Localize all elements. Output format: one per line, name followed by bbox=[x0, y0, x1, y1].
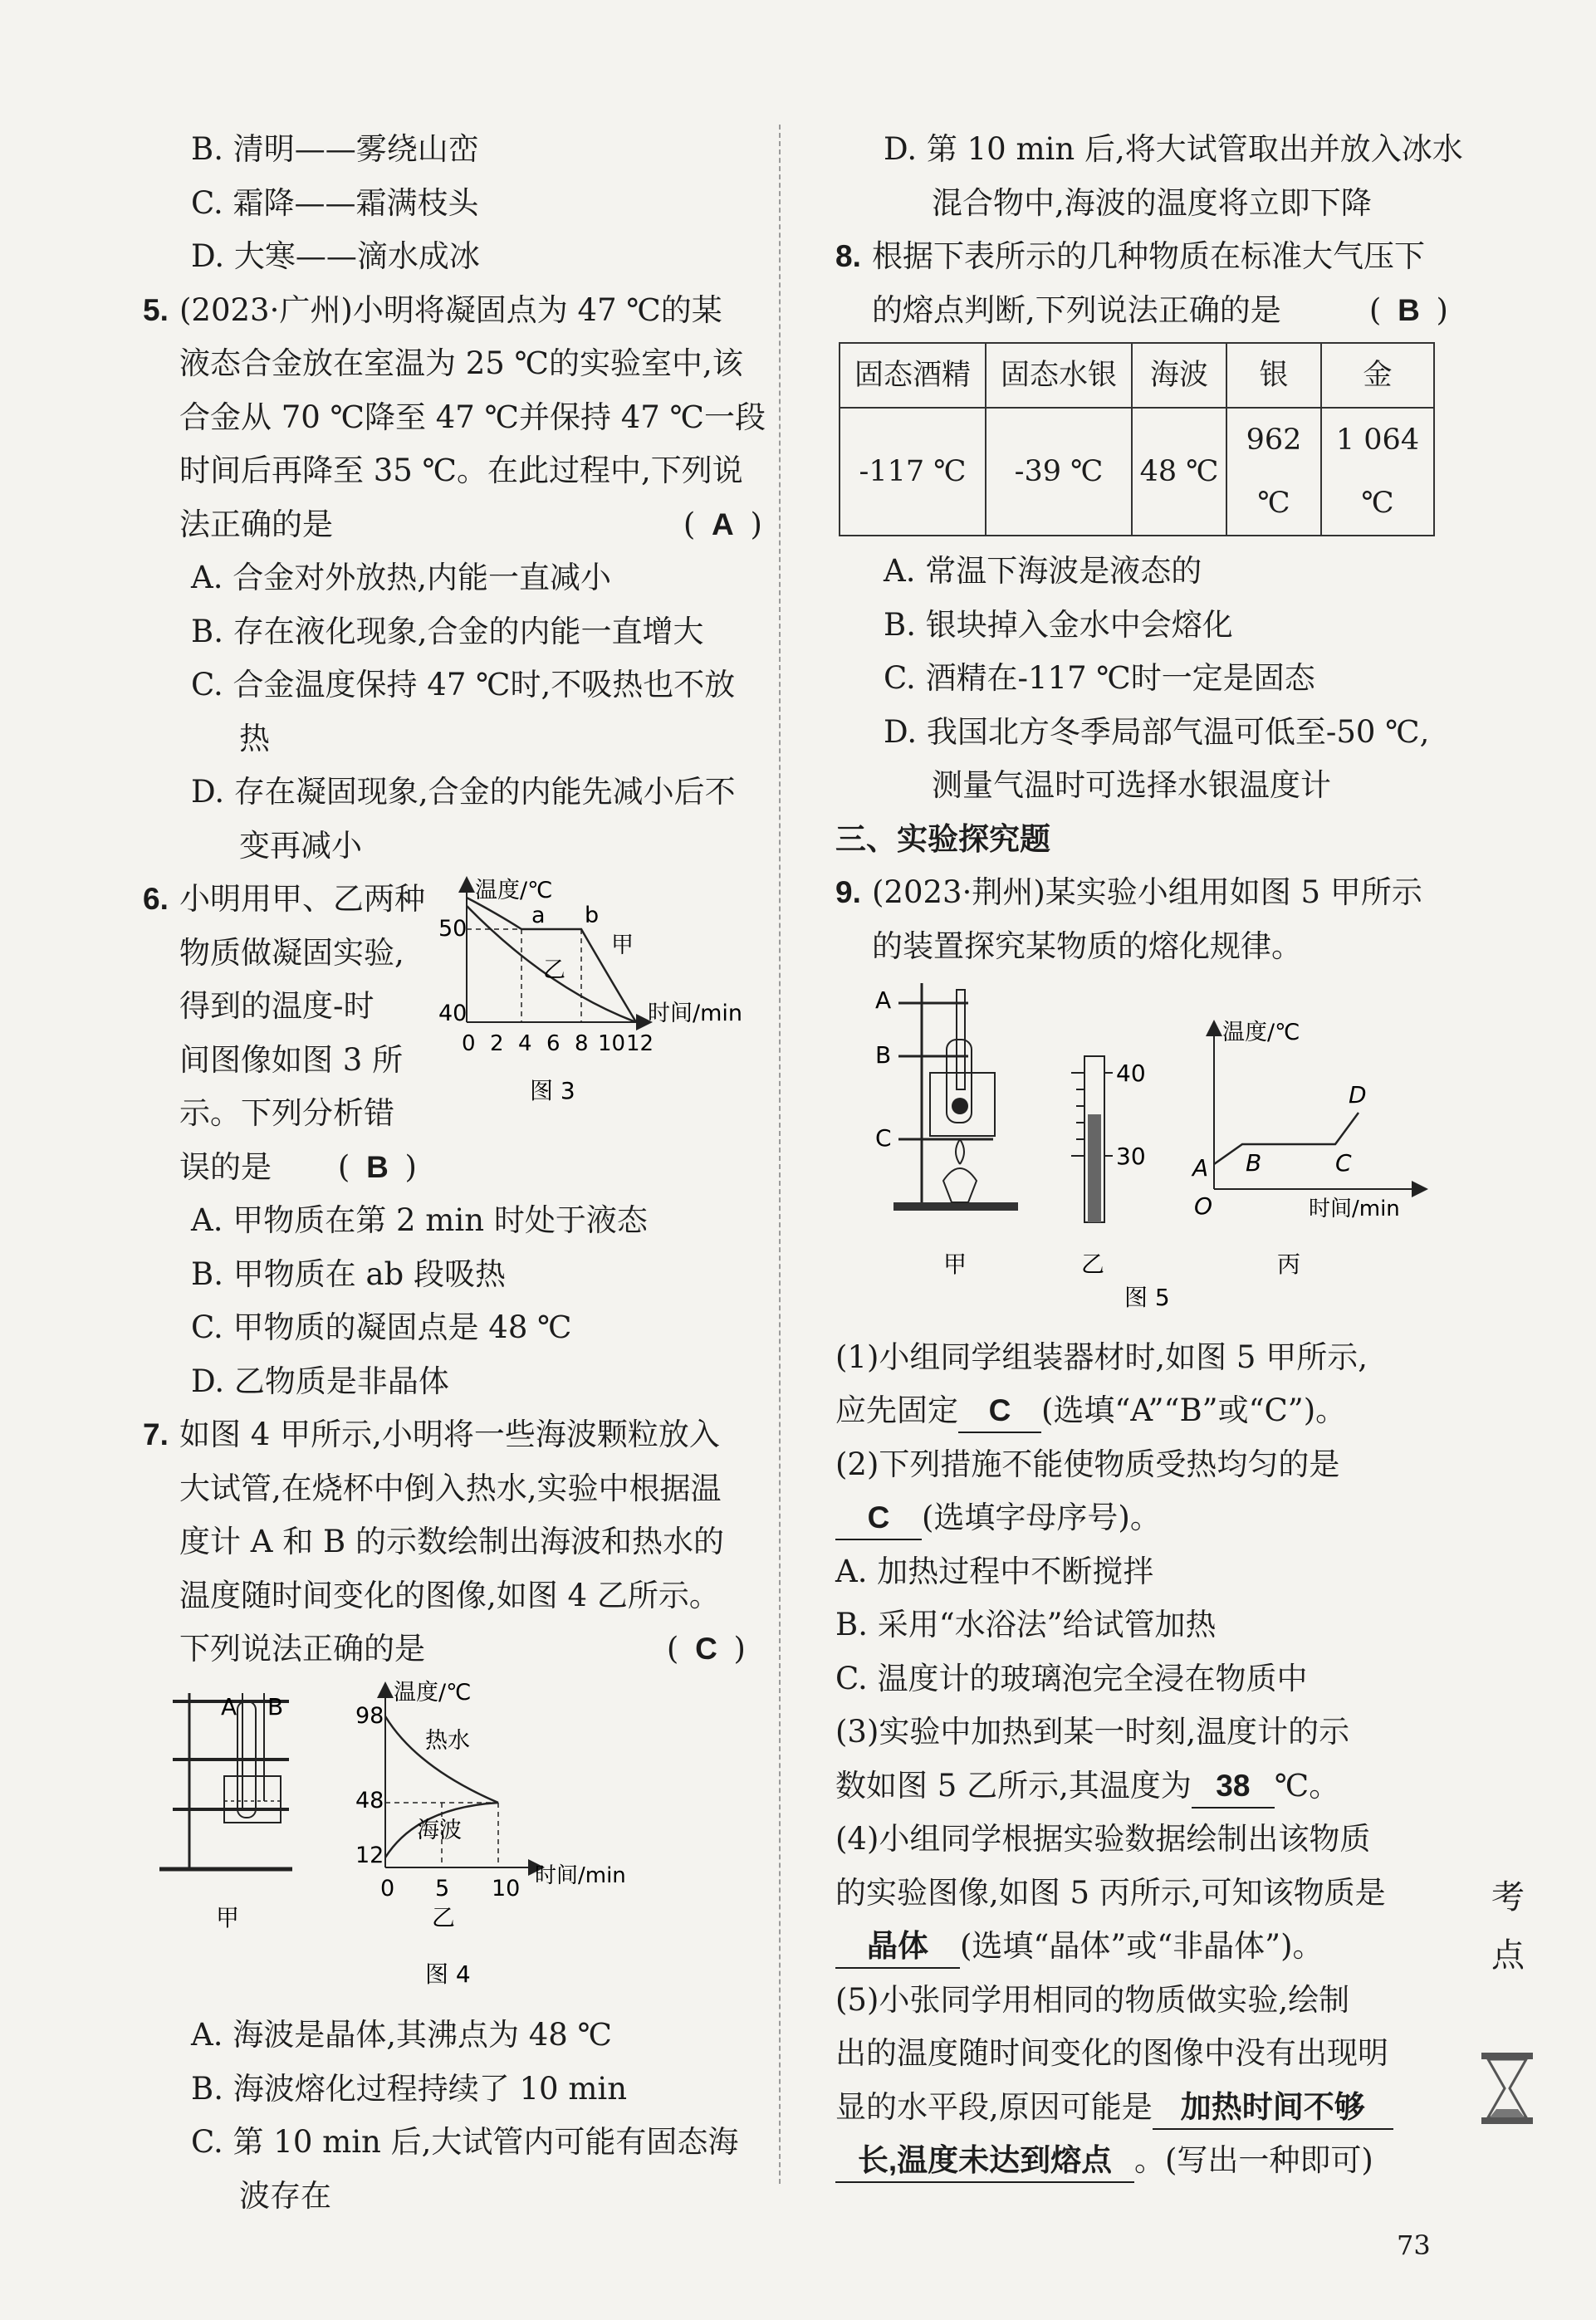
melting-point-table bbox=[839, 342, 1435, 536]
y-axis-label: 温度/℃ bbox=[475, 878, 553, 903]
question-number: 6. bbox=[143, 882, 169, 916]
table-header: 海波 bbox=[1132, 343, 1226, 408]
question-9 bbox=[835, 866, 1452, 973]
point-a-label: A bbox=[1192, 1154, 1209, 1182]
question-text: 示。下列分析错 bbox=[179, 1095, 394, 1131]
answer-mark: A bbox=[712, 507, 737, 541]
q8-option-b: B. 银块掉入金水中会熔化 bbox=[884, 606, 1233, 643]
label-c: C bbox=[875, 1124, 892, 1152]
sub-caption-yi: 乙 bbox=[1081, 1251, 1105, 1278]
q6-option-a: A. 甲物质在第 2 min 时处于液态 bbox=[191, 1202, 648, 1238]
question-text: 法正确的是 bbox=[179, 506, 333, 542]
table-header: 固态水银 bbox=[986, 343, 1132, 408]
table-header: 银 bbox=[1226, 343, 1321, 408]
apparatus-jia bbox=[159, 1693, 292, 1931]
answer-mark: B bbox=[366, 1149, 392, 1184]
x-tick: 2 bbox=[490, 1031, 504, 1056]
question-text: (2023·广州)小明将凝固点为 47 ℃的某 bbox=[179, 291, 722, 328]
thermometer-b-label: B bbox=[267, 1692, 284, 1720]
x-axis-label: 时间/min bbox=[648, 1001, 743, 1026]
question-text: 时间后再降至 35 ℃。在此过程中,下列说 bbox=[179, 453, 743, 488]
x-tick: 6 bbox=[546, 1031, 561, 1056]
apparatus-jia bbox=[875, 983, 1018, 1278]
x-tick: 4 bbox=[518, 1031, 532, 1056]
table-cell: 48 ℃ bbox=[1132, 408, 1226, 536]
answer-blank: 长,温度未达到熔点 bbox=[835, 2140, 1134, 2183]
side-tab-char: 点 bbox=[1491, 1937, 1525, 1974]
q9-part5-line4: 长,温度未达到熔点 。(写出一种即可) bbox=[835, 2134, 1452, 2188]
x-tick: 10 bbox=[598, 1031, 626, 1056]
sub-caption-yi: 乙 bbox=[432, 1903, 456, 1931]
q7-option-d-line1: D. 第 10 min 后,将大试管取出并放入冰水 bbox=[884, 131, 1463, 167]
q8-option-d-line1: D. 我国北方冬季局部气温可低至-50 ℃, bbox=[884, 713, 1430, 750]
question-6: 6. 小明用甲、乙两种 物质做凝固实验, 得到的温度-时 间图像如图 3 所 示。下列分析错 误的是 ( B ) 温度/℃ 时间/min 50 40 0 2 4 6 8 10 12 a b 甲 乙 图 3 bbox=[143, 873, 749, 1194]
table-cell: -39 ℃ bbox=[986, 408, 1132, 536]
q9-part2-option-b: B. 采用“水浴法”给试管加热 bbox=[835, 1607, 1217, 1642]
thermometer-a-label: A bbox=[221, 1692, 237, 1720]
q9-part4-line2: 的实验图像,如图 5 丙所示,可知该物质是 bbox=[835, 1874, 1386, 1911]
answer-blank: 晶体 bbox=[835, 1926, 960, 1969]
q6-option-c: C. 甲物质的凝固点是 48 ℃ bbox=[191, 1309, 572, 1345]
side-tab-char: 考 bbox=[1491, 1879, 1525, 1916]
question-text: 误的是 bbox=[179, 1148, 272, 1185]
hourglass-icon bbox=[1478, 2051, 1536, 2126]
point-b-label: b bbox=[585, 903, 600, 928]
answer-blank: 38 bbox=[1192, 1765, 1275, 1809]
table-cell: 962 ℃ bbox=[1226, 408, 1321, 536]
hot-water-label: 热水 bbox=[425, 1727, 470, 1754]
sub-caption-bing: 丙 bbox=[1277, 1251, 1301, 1278]
q5-option-d: D. 存在凝固现象,合金的内能先减小后不变再减小 bbox=[191, 774, 736, 864]
table-header-row bbox=[840, 343, 1434, 408]
q9-part5-line1: (5)小张同学用相同的物质做实验,绘制 bbox=[835, 1981, 1350, 2018]
x-tick: 0 bbox=[462, 1031, 476, 1056]
q7-option-c: C. 第 10 min 后,大试管内可能有固态海波存在 bbox=[191, 2124, 739, 2214]
right-column bbox=[835, 123, 1463, 2188]
y-tick: 12 bbox=[355, 1842, 384, 1868]
origin-label: O bbox=[1194, 1192, 1213, 1220]
question-text: (2023·荆州)某实验小组用如图 5 甲所示 bbox=[872, 874, 1422, 910]
tick-40: 40 bbox=[1116, 1060, 1146, 1087]
question-text: 小明用甲、乙两种 bbox=[179, 881, 425, 917]
figure-caption: 图 5 bbox=[1124, 1284, 1170, 1311]
q9-part2-line1: (2)下列措施不能使物质受热均匀的是 bbox=[835, 1446, 1340, 1482]
q7-option-d-line2: 混合物中,海波的温度将立即下降 bbox=[932, 184, 1372, 221]
x-axis-label: 时间/min bbox=[1309, 1197, 1400, 1221]
question-text: 如图 4 甲所示,小明将一些海波颗粒放入 bbox=[179, 1417, 720, 1452]
point-a-label: a bbox=[531, 903, 546, 928]
side-tab-kaodian bbox=[1483, 1868, 1533, 1985]
table-row bbox=[840, 408, 1434, 536]
y-axis-label: 温度/℃ bbox=[394, 1679, 472, 1706]
q7-option-b: B. 海波熔化过程持续了 10 min bbox=[191, 2070, 628, 2107]
q8-option-d-line2: 测量气温时可选择水银温度计 bbox=[932, 767, 1331, 803]
answer-blank: 加热时间不够 bbox=[1153, 2087, 1393, 2130]
q9-part2-line2: C (选填字母序号)。 bbox=[835, 1491, 1452, 1545]
question-7: 7. 如图 4 甲所示,小明将一些海波颗粒放入 大试管,在烧杯中倒入热水,实验中根据温 度计 A 和 B 的示数绘制出海波和热水的 温度随时间变化的图像,如图 4 乙所示。 下列说法正确的是 ( C ) bbox=[143, 1408, 749, 1676]
y-tick: 40 bbox=[438, 1001, 468, 1026]
q9-part4-line1: (4)小组同学根据实验数据绘制出该物质 bbox=[835, 1821, 1371, 1857]
q8-option-c: C. 酒精在-117 ℃时一定是固态 bbox=[884, 660, 1315, 696]
sub-caption-jia: 甲 bbox=[943, 1251, 967, 1278]
figure-caption: 图 4 bbox=[425, 1960, 471, 1988]
q5-option-b: B. 存在液化现象,合金的内能一直增大 bbox=[191, 613, 704, 649]
answer-blank: C bbox=[958, 1390, 1041, 1433]
figure-3-graph bbox=[432, 873, 756, 1122]
figure-4 bbox=[143, 1676, 749, 1992]
q9-part5-line2: 出的温度随时间变化的图像中没有出现明 bbox=[835, 2035, 1388, 2071]
figure-caption: 图 3 bbox=[530, 1077, 575, 1104]
y-tick: 50 bbox=[438, 916, 468, 942]
question-text: 温度随时间变化的图像,如图 4 乙所示。 bbox=[179, 1577, 720, 1613]
question-8: 8. 根据下表所示的几种物质在标准大气压下 的熔点判断,下列说法正确的是 ( B ) bbox=[835, 230, 1452, 337]
section-heading: 三、实验探究题 bbox=[835, 821, 1050, 856]
answer-mark: B bbox=[1398, 292, 1423, 327]
q5-option-c: C. 合金温度保持 47 ℃时,不吸热也不放热 bbox=[191, 667, 736, 756]
sub-caption-jia: 甲 bbox=[216, 1903, 240, 1931]
question-text: 得到的温度-时 bbox=[179, 988, 375, 1024]
x-tick: 8 bbox=[575, 1031, 589, 1056]
question-text: 度计 A 和 B 的示数绘制出海波和热水的 bbox=[179, 1524, 724, 1559]
question-text: 的熔点判断,下列说法正确的是 bbox=[872, 291, 1281, 328]
haibo-label: 海波 bbox=[417, 1817, 462, 1843]
table-header: 金 bbox=[1321, 343, 1434, 408]
question-text: 物质做凝固实验, bbox=[179, 934, 404, 971]
q4-option-d: D. 大寒——滴水成冰 bbox=[191, 238, 480, 274]
q9-part2-option-a: A. 加热过程中不断搅拌 bbox=[835, 1553, 1154, 1589]
question-text: 大试管,在烧杯中倒入热水,实验中根据温 bbox=[179, 1470, 722, 1506]
q4-option-b: B. 清明——雾绕山峦 bbox=[191, 131, 479, 167]
q9-part2-option-c: C. 温度计的玻璃泡完全浸在物质中 bbox=[835, 1660, 1308, 1696]
question-text: 根据下表所示的几种物质在标准大气压下 bbox=[872, 238, 1425, 274]
question-text: 液态合金放在室温为 25 ℃的实验室中,该 bbox=[179, 345, 743, 381]
x-tick: 5 bbox=[435, 1875, 450, 1902]
question-text: 的装置探究某物质的熔化规律。 bbox=[872, 928, 1302, 964]
table-cell: 1 064 ℃ bbox=[1321, 408, 1434, 536]
q6-option-d: D. 乙物质是非晶体 bbox=[191, 1363, 449, 1399]
tick-30: 30 bbox=[1116, 1143, 1146, 1170]
label-b: B bbox=[875, 1041, 892, 1069]
q9-part3-line2: 数如图 5 乙所示,其温度为 38 ℃。 bbox=[835, 1760, 1452, 1813]
q8-option-a: A. 常温下海波是液态的 bbox=[884, 553, 1202, 589]
q9-part4-line3: 晶体 (选填“晶体”或“非晶体”)。 bbox=[835, 1920, 1452, 1974]
yi-label: 乙 bbox=[543, 957, 565, 983]
answer-mark: C bbox=[695, 1632, 721, 1666]
jia-label: 甲 bbox=[611, 932, 634, 958]
question-text: 下列说法正确的是 bbox=[179, 1631, 425, 1667]
question-number: 9. bbox=[835, 875, 861, 909]
question-number: 7. bbox=[143, 1417, 169, 1451]
column-divider bbox=[779, 125, 781, 2184]
table-cell: -117 ℃ bbox=[840, 408, 986, 536]
page-number: 73 bbox=[1397, 2229, 1431, 2261]
point-b-label: B bbox=[1246, 1149, 1262, 1177]
table-header: 固态酒精 bbox=[840, 343, 986, 408]
q7-option-a: A. 海波是晶体,其沸点为 48 ℃ bbox=[191, 2017, 612, 2053]
question-number: 8. bbox=[835, 239, 861, 273]
q4-option-c: C. 霜降——霜满枝头 bbox=[191, 184, 479, 221]
question-5: 5. (2023·广州)小明将凝固点为 47 ℃的某 液态合金放在室温为 25 ℃的实验室中,该 合金从 70 ℃降至 47 ℃并保持 47 ℃一段 时间后再降至 35 ℃。在此过程中,下列说 法正确的是 ( A ) bbox=[143, 284, 749, 552]
y-axis-label: 温度/℃ bbox=[1222, 1020, 1300, 1045]
left-column bbox=[143, 123, 766, 2223]
x-tick: 10 bbox=[492, 1875, 521, 1902]
x-tick: 12 bbox=[626, 1031, 654, 1056]
question-number: 5. bbox=[143, 292, 169, 327]
figure-5-graph bbox=[1191, 1020, 1425, 1278]
q5-option-a: A. 合金对外放热,内能一直减小 bbox=[191, 560, 612, 595]
q9-part3-line1: (3)实验中加热到某一时刻,温度计的示 bbox=[835, 1714, 1350, 1750]
answer-blank: C bbox=[835, 1497, 922, 1540]
x-tick: 0 bbox=[380, 1875, 395, 1902]
x-axis-label: 时间/min bbox=[535, 1862, 626, 1888]
q9-part1-line1: (1)小组同学组装器材时,如图 5 甲所示, bbox=[835, 1339, 1368, 1375]
y-tick: 48 bbox=[355, 1787, 384, 1813]
q6-option-b: B. 甲物质在 ab 段吸热 bbox=[191, 1255, 506, 1292]
question-text: 间图像如图 3 所 bbox=[179, 1041, 404, 1078]
thermometer-yi bbox=[1071, 1056, 1146, 1278]
figure-5 bbox=[835, 973, 1452, 1314]
label-a: A bbox=[875, 986, 892, 1014]
y-tick: 98 bbox=[355, 1702, 384, 1729]
question-text: 合金从 70 ℃降至 47 ℃并保持 47 ℃一段 bbox=[179, 399, 766, 435]
figure-4-graph bbox=[355, 1680, 626, 1931]
point-d-label: D bbox=[1349, 1081, 1367, 1109]
q9-part1-line2: 应先固定 C (选填“A”“B”或“C”)。 bbox=[835, 1384, 1452, 1438]
q9-part5-line3: 显的水平段,原因可能是 加热时间不够 bbox=[835, 2081, 1452, 2135]
point-c-label: C bbox=[1335, 1149, 1352, 1177]
